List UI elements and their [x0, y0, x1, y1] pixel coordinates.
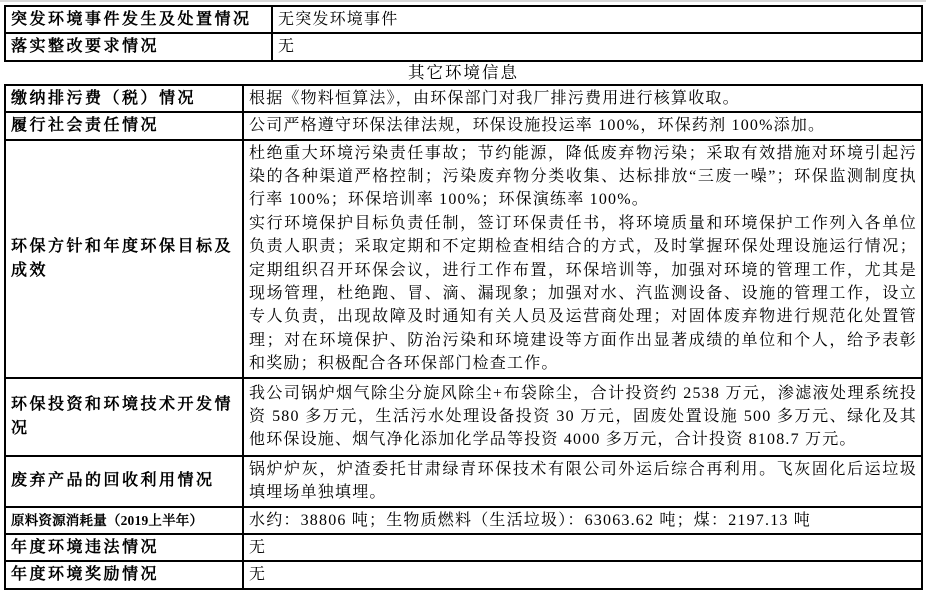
- table-row: [5, 378, 922, 456]
- table-row: [5, 85, 922, 112]
- policy-paragraph-1: 杜绝重大环境污染责任事故；节约能源，降低废弃物污染；采取有效措施对环境引起污染的各种渠道严格控制；污染废弃物分类收集、达标排放“三废一噪”；环保监测制度执行率 100%；环保培训率 100%；环保演练率 100%。: [249, 144, 917, 209]
- row-label-annual-award: 年度环境奖励情况: [5, 561, 243, 588]
- row-value-incident: 无突发环境事件: [272, 6, 922, 33]
- row-label-incident: 突发环境事件发生及处置情况: [5, 6, 272, 33]
- row-label-investment: 环保投资和环境技术开发情况: [5, 378, 243, 456]
- row-value-pollution-fee: 根据《物料恒算法》，由环保部门对我厂排污费用进行核算收取。: [243, 85, 922, 112]
- table-row: [5, 140, 922, 378]
- row-label-pollution-fee: 缴纳排污费（税）情况: [5, 85, 243, 112]
- row-value-investment: 我公司锅炉烟气除尘分旋风除尘+布袋除尘，合计投资约 2538 万元，渗滤液处理系统投资 580 多万元，生活污水处理设备投资 30 万元，固废处置设施 500 多万元、绿化及其他环保设施、烟气净化添加化学品等投资 4000 多万元，合计投资 8108.7 万元。: [243, 378, 922, 456]
- row-label-social-responsibility: 履行社会责任情况: [5, 112, 243, 139]
- row-value-rectification: 无: [272, 33, 922, 60]
- row-value-annual-award: 无: [243, 561, 922, 588]
- other-environment-info-table: [4, 84, 923, 590]
- row-label-resource-consumption: 原料资源消耗量（2019上半年）: [5, 507, 243, 534]
- row-label-policy-goals: 环保方针和年度环保目标及成效: [5, 140, 243, 378]
- page-top-edge: [0, 0, 926, 2]
- policy-paragraph-2: 实行环境保护目标负责任制，签订环保责任书，将环境质量和环境保护工作列入各单位负责人职责；采取定期和不定期检查相结合的方式，及时掌握环保处理设施运行情况；定期组织召开环保会议，进行工作布置，环保培训等，加强对环境的管理工作，尤其是现场管理，杜绝跑、冒、滴、漏现象；加强对水、汽监测设备、设施的管理工作，设立专人负责，出现故障及时通知有关人员及运营商处理；对固体废弃物进行规范化处置管理；对在环境保护、防治污染和环境建设等方面作出显著成绩的单位和个人，给予表彰和奖励；积极配合各环保部门检查工作。: [249, 214, 917, 373]
- table-row: [5, 6, 922, 33]
- row-value-social-responsibility: 公司严格遵守环保法律法规，环保设施投运率 100%，环保药剂 100%添加。: [243, 112, 922, 139]
- section-title: 其它环境信息: [408, 62, 519, 82]
- table-row: [5, 456, 922, 507]
- table-row: [5, 33, 922, 60]
- row-value-resource-consumption: 水约：38806 吨；生物质燃料（生活垃圾）：63063.62 吨；煤：2197.13 吨: [243, 507, 922, 534]
- row-label-waste-recycling: 废弃产品的回收利用情况: [5, 456, 243, 507]
- row-value-waste-recycling: 锅炉炉灰，炉渣委托甘肃绿青环保技术有限公司外运后综合再利用。飞灰固化后运垃圾填埋场单独填埋。: [243, 456, 922, 507]
- incident-table: [4, 5, 923, 62]
- row-label-annual-violation: 年度环境违法情况: [5, 534, 243, 561]
- table-row: [5, 507, 922, 534]
- row-value-annual-violation: 无: [243, 534, 922, 561]
- row-label-rectification: 落实整改要求情况: [5, 33, 272, 60]
- table-row: [5, 534, 922, 561]
- table-row: [5, 561, 922, 588]
- row-value-policy-goals: [243, 140, 922, 378]
- table-row: [5, 112, 922, 139]
